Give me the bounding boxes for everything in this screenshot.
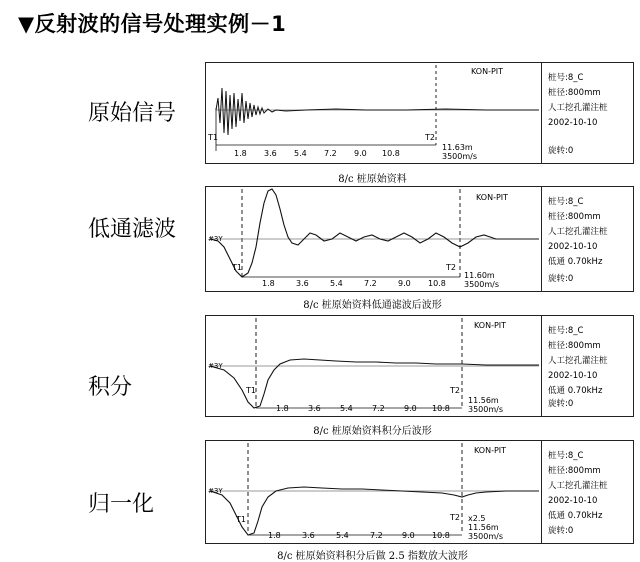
brand-label: KON-PIT [474, 446, 507, 455]
pile-diameter: 桩径:800mm [548, 212, 601, 222]
lowpass-filter: 低通 0.70kHz [548, 257, 603, 267]
test-date: 2002-10-10 [548, 496, 598, 506]
pile-type: 人工挖孔灌注桩 [548, 103, 608, 113]
pile-type: 人工挖孔灌注桩 [548, 356, 608, 366]
depth-tick: 5.4 [340, 404, 353, 413]
t1-label: T1 [208, 133, 218, 142]
pile-number: 桩号:8_C [548, 451, 584, 461]
rotation: 旋转:0 [548, 146, 574, 156]
depth-tick: 10.8 [432, 404, 450, 413]
depth-tick: 10.8 [382, 149, 400, 158]
test-date: 2002-10-10 [548, 371, 598, 381]
wave-speed: 3500m/s [468, 532, 504, 541]
info-box [541, 441, 633, 543]
info-box [541, 63, 633, 163]
depth-tick: 5.4 [294, 149, 307, 158]
t2-label: T2 [425, 133, 435, 142]
t1-label: T1 [232, 263, 242, 272]
depth-tick: 7.2 [324, 149, 337, 158]
row-label-normalized: 归一化 [88, 492, 155, 517]
wave-speed: 3500m/s [442, 152, 478, 161]
depth-tick: 9.0 [404, 404, 417, 413]
row-label-integral: 积分 [88, 375, 133, 400]
row-label-lowpass: 低通滤波 [88, 217, 177, 242]
waveform-panel-normalized [205, 440, 634, 544]
pile-diameter: 桩径:800mm [548, 88, 601, 98]
pile-number: 桩号:8_C [548, 73, 584, 83]
depth-tick: 1.8 [276, 404, 289, 413]
test-date: 2002-10-10 [548, 118, 598, 128]
pile-number: 桩号:8_C [548, 197, 584, 207]
caption-lowpass: 8/c 桩原始资料低通滤波后波形 [303, 300, 442, 311]
rotation: 旋转:0 [548, 399, 574, 409]
depth-tick: 9.0 [402, 531, 415, 540]
depth-tick: 3.6 [302, 531, 315, 540]
pile-number: 桩号:8_C [548, 326, 584, 336]
depth-tick: 10.8 [428, 279, 446, 288]
info-box [541, 316, 633, 416]
raw-waveform-plot [206, 63, 541, 163]
rotation: 旋转:0 [548, 526, 574, 536]
depth-tick: 7.2 [372, 404, 385, 413]
raw-signal-trace [216, 88, 539, 135]
caption-normalized: 8/c 桩原始资料积分后做 2.5 指数放大波形 [277, 551, 468, 562]
pile-length: 11.63m [442, 143, 473, 152]
waveform-panel-integral [205, 315, 634, 417]
pile-type: 人工挖孔灌注桩 [548, 227, 608, 237]
lowpass-filter: 低通 0.70kHz [548, 386, 603, 396]
t2-label: T2 [450, 513, 460, 522]
depth-tick: 3.6 [296, 279, 309, 288]
caption-raw: 8/c 桩原始资料 [338, 174, 407, 185]
depth-tick: 7.2 [370, 531, 383, 540]
brand-label: KON-PIT [471, 67, 504, 76]
t1-label: T1 [246, 386, 256, 395]
depth-tick: 9.0 [398, 279, 411, 288]
depth-tick: 1.8 [268, 531, 281, 540]
depth-tick: 9.0 [354, 149, 367, 158]
t2-label: T2 [446, 263, 456, 272]
scale-label: #3Y [208, 362, 223, 370]
page-title: ▼反射波的信号处理实例－1 [18, 12, 287, 36]
lowpass-filter: 低通 0.70kHz [548, 511, 603, 521]
depth-tick: 1.8 [262, 279, 275, 288]
scale-label: #3Y [208, 235, 223, 243]
depth-tick: 10.8 [432, 531, 450, 540]
depth-tick: 3.6 [308, 404, 321, 413]
depth-tick: 3.6 [264, 149, 277, 158]
rotation: 旋转:0 [548, 274, 574, 284]
t1-label: T1 [236, 515, 246, 524]
pile-measure [468, 514, 503, 541]
pile-length: 11.56m [468, 523, 499, 532]
row-label-raw: 原始信号 [88, 101, 177, 126]
pile-diameter: 桩径:800mm [548, 466, 601, 476]
pile-measure [442, 143, 477, 161]
info-box [541, 187, 633, 291]
wave-speed: 3500m/s [464, 280, 500, 289]
pile-length: 11.60m [464, 271, 495, 280]
depth-tick: 1.8 [234, 149, 247, 158]
caption-integral: 8/c 桩原始资料积分后波形 [313, 426, 432, 437]
pile-measure [464, 271, 499, 289]
gain-factor: x2.5 [468, 514, 486, 523]
brand-label: KON-PIT [476, 193, 509, 202]
scale-label: #3Y [208, 487, 223, 495]
waveform-panel-lowpass [205, 186, 634, 292]
brand-label: KON-PIT [474, 321, 507, 330]
lowpass-signal-trace [210, 189, 539, 277]
pile-length: 11.56m [468, 396, 499, 405]
pile-measure [468, 396, 503, 414]
depth-tick: 7.2 [364, 279, 377, 288]
test-date: 2002-10-10 [548, 242, 598, 252]
depth-tick: 5.4 [330, 279, 343, 288]
wave-speed: 3500m/s [468, 405, 504, 414]
waveform-panel-raw [205, 62, 634, 164]
depth-tick: 5.4 [336, 531, 349, 540]
pile-type: 人工挖孔灌注桩 [548, 481, 608, 491]
t2-label: T2 [450, 386, 460, 395]
pile-diameter: 桩径:800mm [548, 341, 601, 351]
